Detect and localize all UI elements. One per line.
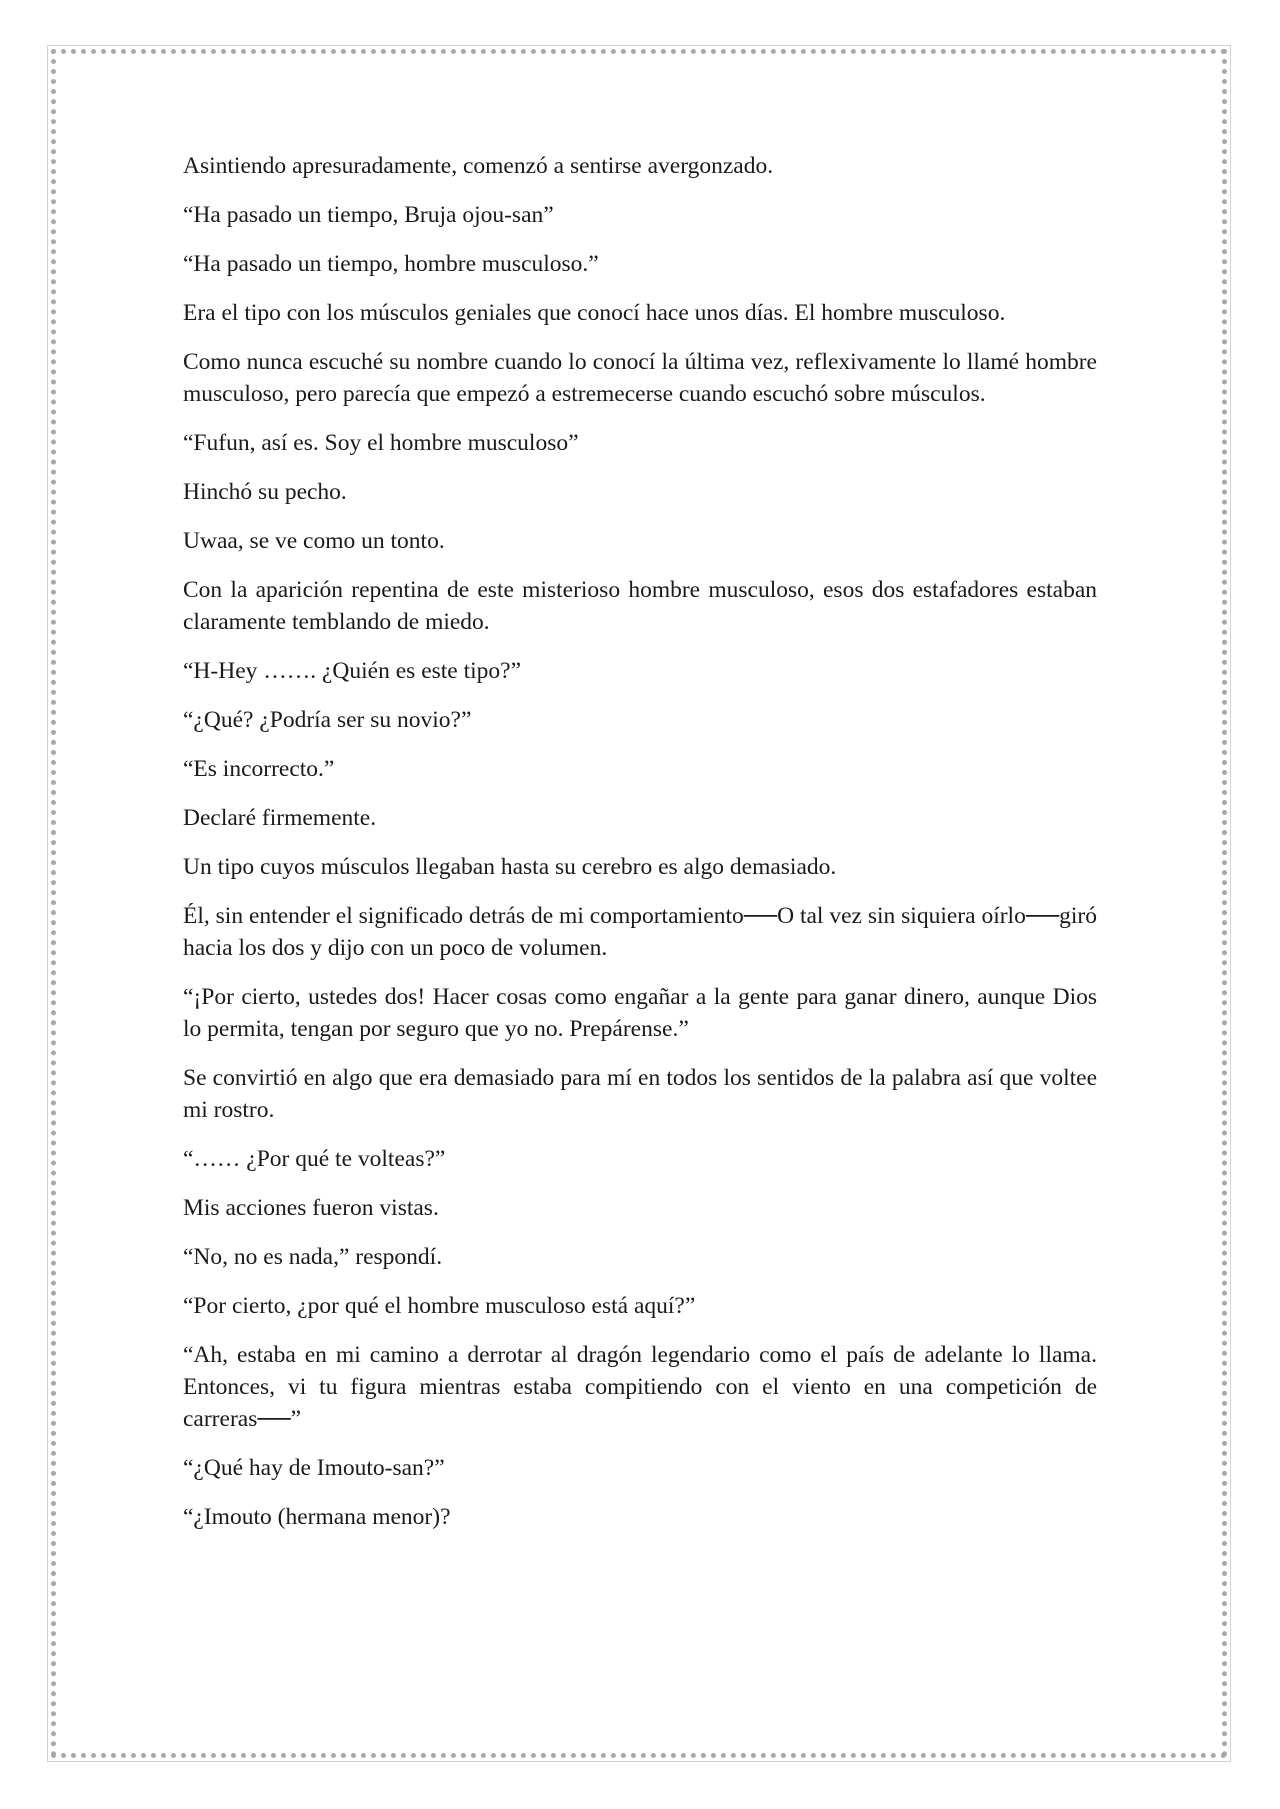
paragraph: Uwaa, se ve como un tonto. [183, 528, 445, 554]
paragraph: Declaré firmemente. [183, 805, 377, 831]
paragraph: “Es incorrecto.” [183, 756, 335, 782]
paragraph: “Ha pasado un tiempo, hombre musculoso.” [183, 251, 599, 277]
paragraph: “Por cierto, ¿por qué el hombre musculoso está aquí?” [183, 1293, 696, 1319]
paragraph: Él, sin entender el significado detrás de mi comportamiento──O tal vez sin siquiera oírlo──giró hacia los dos y dijo con un poco de volumen. [183, 903, 1097, 961]
paragraph: Como nunca escuché su nombre cuando lo conocí la última vez, reflexivamente lo llamé hombre musculoso, pero parecía que empezó a estremecerse cuando escuchó sobre músculos. [183, 349, 1097, 407]
paragraph: “¿Qué? ¿Podría ser su novio?” [183, 707, 472, 733]
paragraph: Se convirtió en algo que era demasiado para mí en todos los sentidos de la palabra así que voltee mi rostro. [183, 1065, 1097, 1123]
paragraph: Asintiendo apresuradamente, comenzó a sentirse avergonzado. [183, 153, 774, 179]
paragraph: “¿Imouto (hermana menor)? [183, 1504, 451, 1530]
paragraph: Mis acciones fueron vistas. [183, 1195, 439, 1221]
paragraph: “No, no es nada,” respondí. [183, 1244, 443, 1270]
paragraph: “H-Hey ……. ¿Quién es este tipo?” [183, 658, 522, 684]
paragraph: “Fufun, así es. Soy el hombre musculoso” [183, 430, 579, 456]
paragraph: “¡Por cierto, ustedes dos! Hacer cosas como engañar a la gente para ganar dinero, aunque Dios lo permita, tengan por seguro que yo no. Prepárense.” [183, 984, 1097, 1042]
paragraph: “Ah, estaba en mi camino a derrotar al dragón legendario como el país de adelante lo llama. Entonces, vi tu figura mientras estaba compitiendo con el viento en una competición de carreras──” [183, 1342, 1097, 1432]
paragraph: “…… ¿Por qué te volteas?” [183, 1146, 446, 1172]
document-body [183, 150, 1097, 1550]
paragraph: Era el tipo con los músculos geniales que conocí hace unos días. El hombre musculoso. [183, 300, 1006, 326]
paragraph: “¿Qué hay de Imouto-san?” [183, 1455, 445, 1481]
paragraph: Un tipo cuyos músculos llegaban hasta su cerebro es algo demasiado. [183, 854, 837, 880]
paragraph: Con la aparición repentina de este misterioso hombre musculoso, esos dos estafadores estaban claramente temblando de miedo. [183, 577, 1097, 635]
paragraph: “Ha pasado un tiempo, Bruja ojou-san” [183, 202, 554, 228]
paragraph: Hinchó su pecho. [183, 479, 347, 505]
